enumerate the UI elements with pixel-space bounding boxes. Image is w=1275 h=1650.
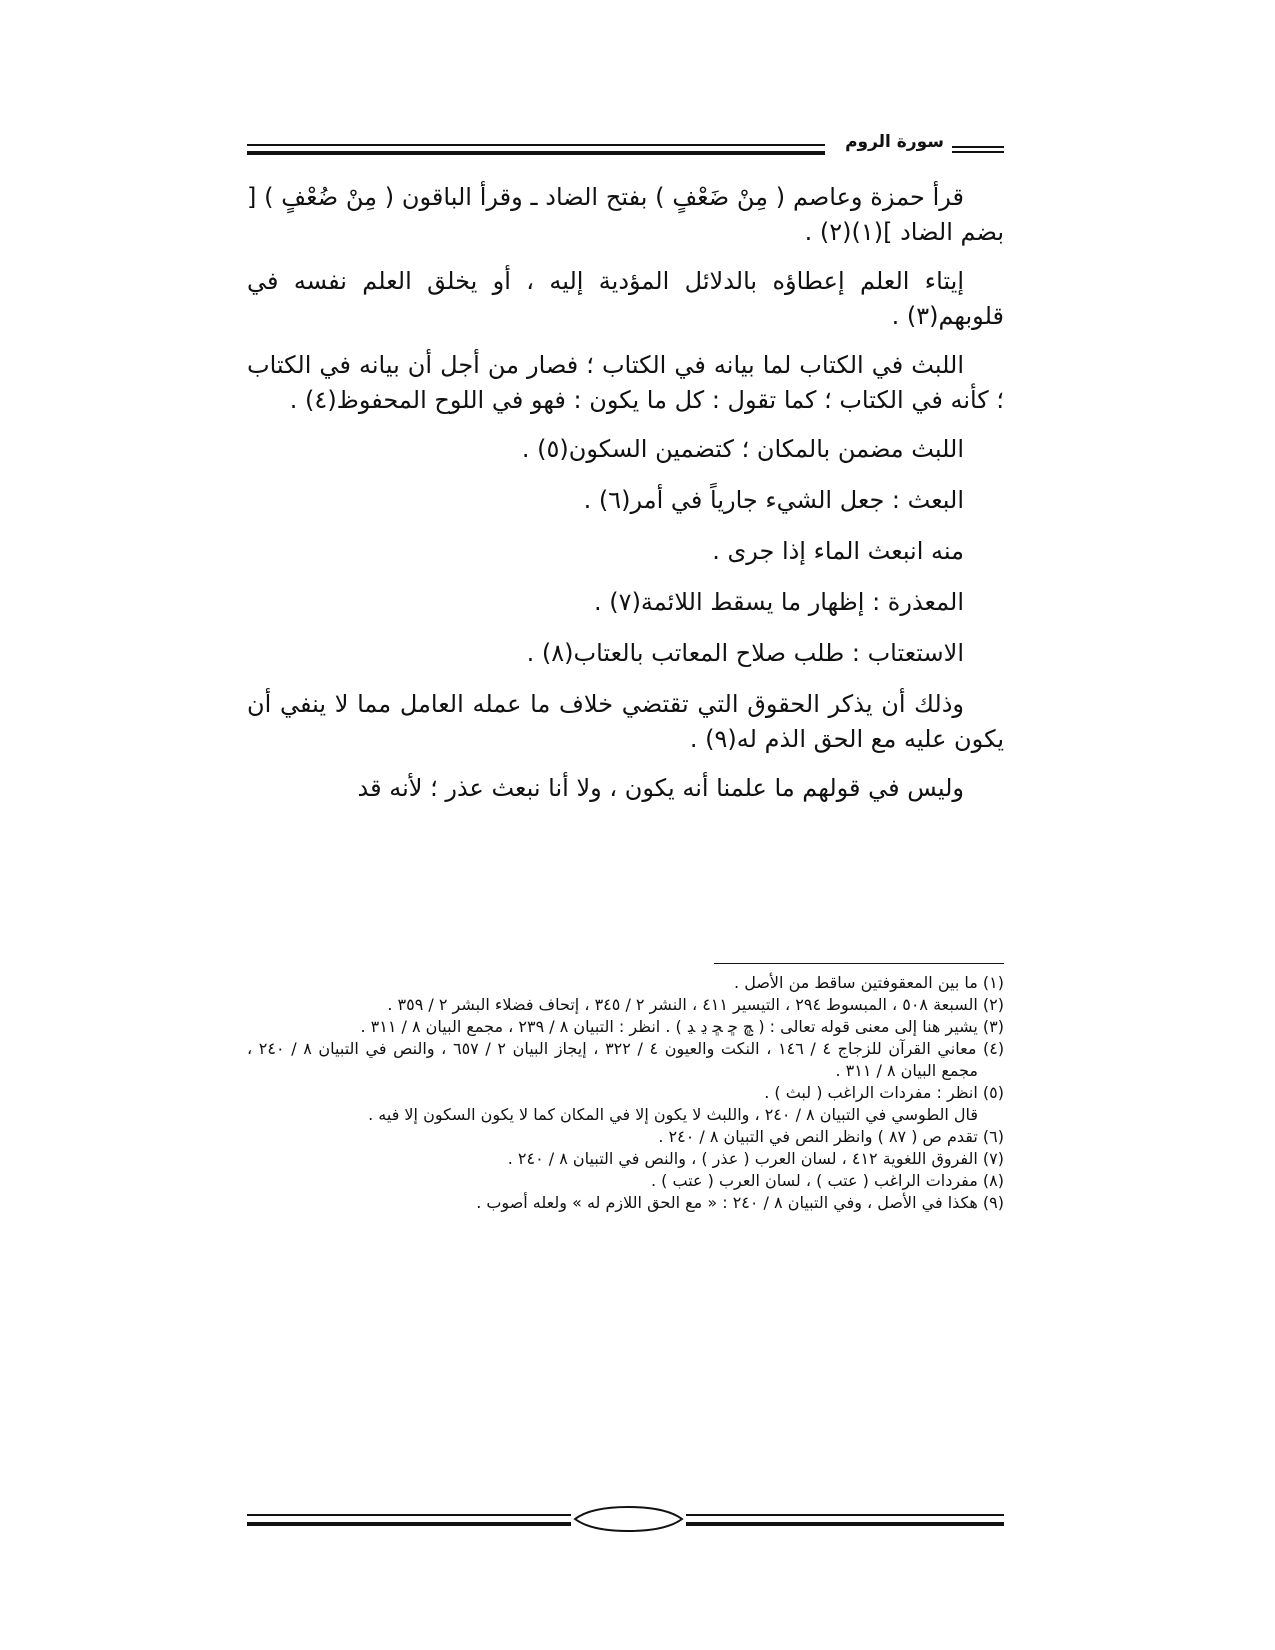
footer-rule-right — [686, 1514, 1004, 1526]
header-rule-long — [247, 144, 825, 155]
footnote: (٣) يشير هنا إلى معنى قوله تعالى : ( ﭿ ﮀ ﮁ ﮂ ﮃ ) . انظر : التبيان ٨ / ٢٣٩ ، مجمع البيان ٨ / ٣١١ . — [360, 1017, 1004, 1036]
footnote: (٤) معاني القرآن للزجاج ٤ / ١٤٦ ، النكت والعيون ٤ / ٣٢٢ ، إيجاز البيان ٢ / ٦٥٧ ، والنص في التبيان ٨ / ٢٤٠ ، مجمع البيان ٨ / ٣١١ . — [247, 1039, 1005, 1080]
header-rule-short — [952, 146, 1004, 153]
paragraph: المعذرة : إظهار ما يسقط اللائمة(٧) . — [594, 588, 964, 616]
paragraph: قرأ حمزة وعاصم ( مِنْ ضَعْفٍ ) بفتح الضاد ـ وقرأ الباقون ( مِنْ ضُعْفٍ ) [ بضم الضاد ](١)(٢) . — [247, 183, 1004, 246]
footnote: (٨) مفردات الراغب ( عتب ) ، لسان العرب ( عتب ) . — [650, 1171, 1004, 1190]
paragraph: منه انبعث الماء إذا جرى . — [712, 537, 964, 565]
footnote-continuation: قال الطوسي في التبيان ٨ / ٢٤٠ ، واللبث لا يكون إلا في المكان كما لا يكون السكون إلا فيه . — [368, 1105, 978, 1124]
main-text — [247, 180, 1004, 822]
footnote: (٦) تقدم ص ( ٨٧ ) وانظر النص في التبيان ٨ / ٢٤٠ . — [658, 1127, 1004, 1146]
paragraph: الاستعتاب : طلب صلاح المعاتب بالعتاب(٨) . — [526, 639, 964, 667]
footnotes — [247, 972, 1004, 1214]
running-header — [247, 128, 1004, 168]
paragraph: اللبث في الكتاب لما بيانه في الكتاب ؛ فصار من أجل أن بيانه في الكتاب ؛ كأنه في الكتاب ؛ كما تقول : كل ما يكون : فهو في اللوح المحفوظ(٤) . — [247, 351, 1004, 414]
footer-rule-left — [247, 1514, 571, 1526]
footnote: (٥) انظر : مفردات الراغب ( لبث ) . — [764, 1083, 1004, 1102]
page-footer-ornament — [247, 1505, 1004, 1535]
footnote: (٢) السبعة ٥٠٨ ، المبسوط ٢٩٤ ، التيسير ٤١١ ، النشر ٢ / ٣٤٥ ، إتحاف فضلاء البشر ٢ / ٣٥٩ . — [387, 995, 1004, 1014]
footnote-separator — [714, 963, 1004, 964]
surah-title: سورة الروم — [845, 132, 944, 152]
paragraph: وذلك أن يذكر الحقوق التي تقتضي خلاف ما عمله العامل مما لا ينفي أن يكون عليه مع الحق الذم له(٩) . — [247, 690, 1004, 753]
footnote: (١) ما بين المعقوفتين ساقط من الأصل . — [734, 973, 1004, 992]
footnote: (٩) هكذا في الأصل ، وفي التبيان ٨ / ٢٤٠ : « مع الحق اللازم له » ولعله أصوب . — [476, 1193, 1004, 1212]
paragraph: البعث : جعل الشيء جارياً في أمر(٦) . — [583, 486, 964, 514]
footnote: (٧) الفروق اللغوية ٤١٢ ، لسان العرب ( عذر ) ، والنص في التبيان ٨ / ٢٤٠ . — [507, 1149, 1004, 1168]
paragraph: إيتاء العلم إعطاؤه بالدلائل المؤدية إليه ، أو يخلق العلم نفسه في قلوبهم(٣) . — [247, 267, 1004, 330]
page-number-oval — [571, 1505, 686, 1533]
paragraph: وليس في قولهم ما علمنا أنه يكون ، ولا أنا نبعث عذر ؛ لأنه قد — [357, 774, 964, 802]
paragraph: اللبث مضمن بالمكان ؛ كتضمين السكون(٥) . — [521, 435, 964, 463]
